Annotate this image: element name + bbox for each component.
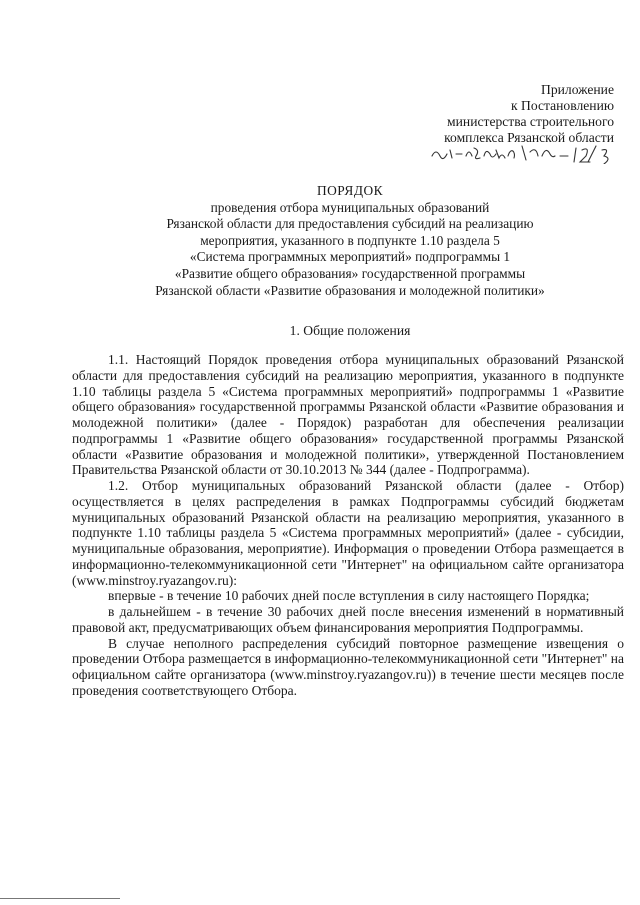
title-main: ПОРЯДОК (316, 183, 384, 198)
paragraph: в дальнейшем - в течение 30 рабочих дней после внесения изменений в нормативный правовой акт, предусматривающих объем финансирования мероприятия Подпрограммы. (72, 604, 624, 635)
title-line: Рязанской области «Развитие образования и молодежной политики» (155, 282, 545, 298)
header-line-ministry: министерства строительного (447, 114, 614, 129)
paragraph: 1.2. Отбор муниципальных образований Рязанской области (далее - Отбор) осуществляется в целях распределения в рамках Подпрограммы субсидий бюджетам муниципальных образований Рязанской области на реализацию мероприятия, указанного в подпункте 1.10 таблицы раздела 5 «Система программных мероприятий» (далее - субсидии, муниципальные образования, мероприятие). Информация о проведении Отбора размещается в информационно-телекоммуникационной сети "Интернет" на официальном сайте организатора (www.minstroy.ryazangov.ru): (72, 478, 624, 588)
paragraph: 1.1. Настоящий Порядок проведения отбора муниципальных образований Рязанской области для предоставления субсидий на реализацию мероприятия, указанного в подпункте 1.10 таблицы раздела 5 «Система программных мероприятий» подпрограммы 1 «Развитие общего образования» государственной программы Рязанской области «Развитие образования и молодежной политики» (далее - Порядок) разработан для обеспечения реализации подпрограммы 1 «Развитие общего образования» государственной программы Рязанской области «Развитие образования и молодежной политики», утвержденной Постановлением Правительства Рязанской области от 30.10.2013 № 344 (далее - Подпрограмма). (72, 352, 624, 478)
title-line: проведения отбора муниципальных образований (210, 199, 490, 215)
document-body (72, 352, 624, 699)
title-line: Рязанской области для предоставления субсидий на реализацию (166, 216, 534, 232)
handwritten-date-signature (430, 142, 620, 164)
approval-header (314, 82, 614, 146)
document-title (70, 183, 630, 299)
title-line: мероприятия, указанного в подпункте 1.10 раздела 5 (200, 232, 500, 248)
header-line-resolution: к Постановлению (511, 98, 614, 113)
paragraph: впервые - в течение 10 рабочих дней после вступления в силу настоящего Порядка; (108, 588, 590, 604)
title-line: «Система программных мероприятий» подпрограммы 1 (189, 249, 511, 265)
footer-divider (0, 898, 120, 899)
section-heading: 1. Общие положения (289, 323, 411, 338)
header-line-region: комплекса Рязанской области (444, 130, 614, 145)
paragraph: В случае неполного распределения субсидий повторное размещение извещения о проведении Отбора размещается в информационно-телекоммуникационной сети "Интернет" на официальном сайте организатора (www.minstroy.ryazangov.ru)) в течение шести месяцев после проведения соответствующего Отбора. (72, 635, 624, 698)
title-line: «Развитие общего образования» государственной программы (174, 265, 526, 281)
header-line-appendix: Приложение (541, 82, 614, 97)
